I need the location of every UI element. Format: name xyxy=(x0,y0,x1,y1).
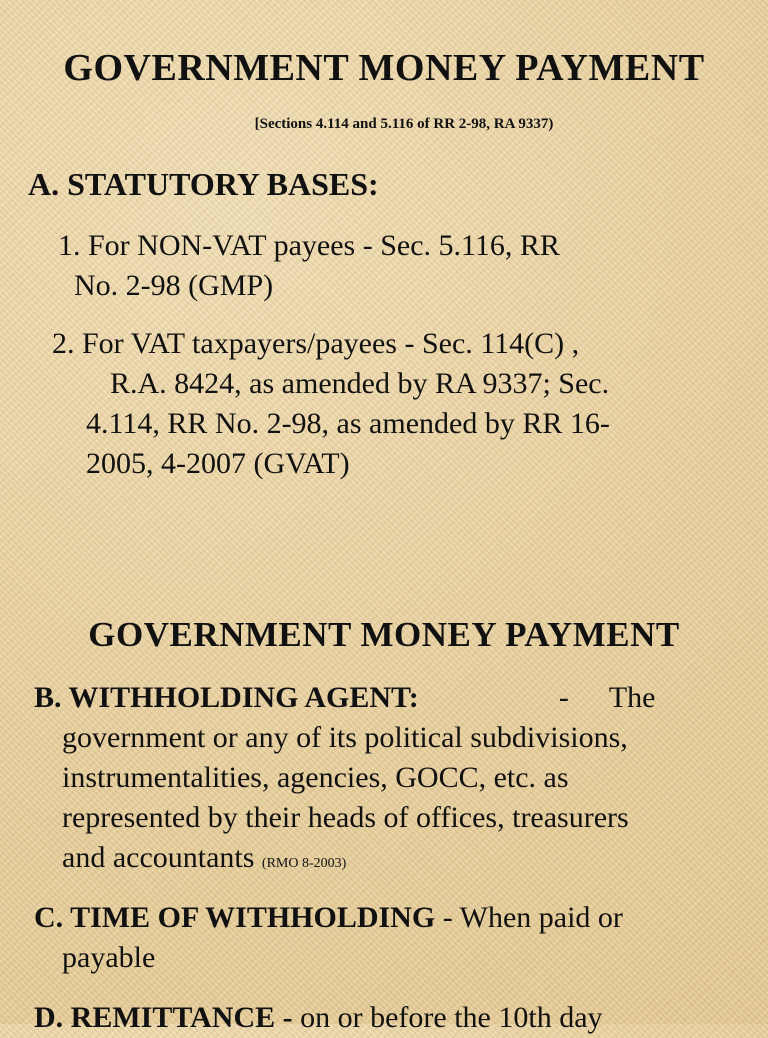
section-b-withholding-agent xyxy=(34,678,734,884)
section-d-text: on or before the 10th day xyxy=(292,1001,603,1034)
section-a-heading: A. STATUTORY BASES: xyxy=(28,166,379,202)
section-c-heading: C. TIME OF WITHHOLDING xyxy=(34,901,436,934)
section-b-line-5: and accountants xyxy=(62,841,255,874)
item-2-line-2: R.A. 8424, as amended by RA 9337; Sec. xyxy=(110,367,610,400)
section-b-first-word: The xyxy=(608,681,656,714)
section-c-line-2: payable xyxy=(62,941,156,974)
list-item-non-vat xyxy=(58,226,698,306)
section-b-line-3: instrumentalities, agencies, GOCC, etc. as xyxy=(62,761,569,794)
list-item-vat xyxy=(52,324,732,484)
section-b-reference: (RMO 8-2003) xyxy=(261,856,347,871)
slide-2-title: GOVERNMENT MONEY PAYMENT xyxy=(88,615,680,654)
slide-2 xyxy=(0,600,768,1034)
item-2-line-1: 2. For VAT taxpayers/payees - Sec. 114(C) , xyxy=(52,327,580,360)
section-b-line-4: represented by their heads of offices, treasurers xyxy=(62,801,629,834)
section-b-dash: - xyxy=(558,681,569,714)
slide-1-subtitle: [Sections 4.114 and 5.116 of RR 2-98, RA 9337) xyxy=(254,116,554,132)
section-b-line-2: government or any of its political subdivisions, xyxy=(62,721,628,754)
item-1-line-1: 1. For NON-VAT payees - Sec. 5.116, RR xyxy=(58,229,560,262)
item-1-line-2: No. 2-98 (GMP) xyxy=(74,269,274,302)
section-c-text: - When paid or xyxy=(435,901,623,934)
section-c-time-of-withholding xyxy=(34,898,734,978)
section-b-heading: B. WITHHOLDING AGENT: xyxy=(34,681,419,714)
item-2-line-4: 2005, 4-2007 (GVAT) xyxy=(86,447,350,480)
slide-1-title: GOVERNMENT MONEY PAYMENT xyxy=(63,47,705,89)
section-d-remittance xyxy=(34,998,754,1038)
section-d-heading: D. REMITTANCE - xyxy=(34,1001,293,1034)
item-2-line-3: 4.114, RR No. 2-98, as amended by RR 16- xyxy=(86,407,610,440)
